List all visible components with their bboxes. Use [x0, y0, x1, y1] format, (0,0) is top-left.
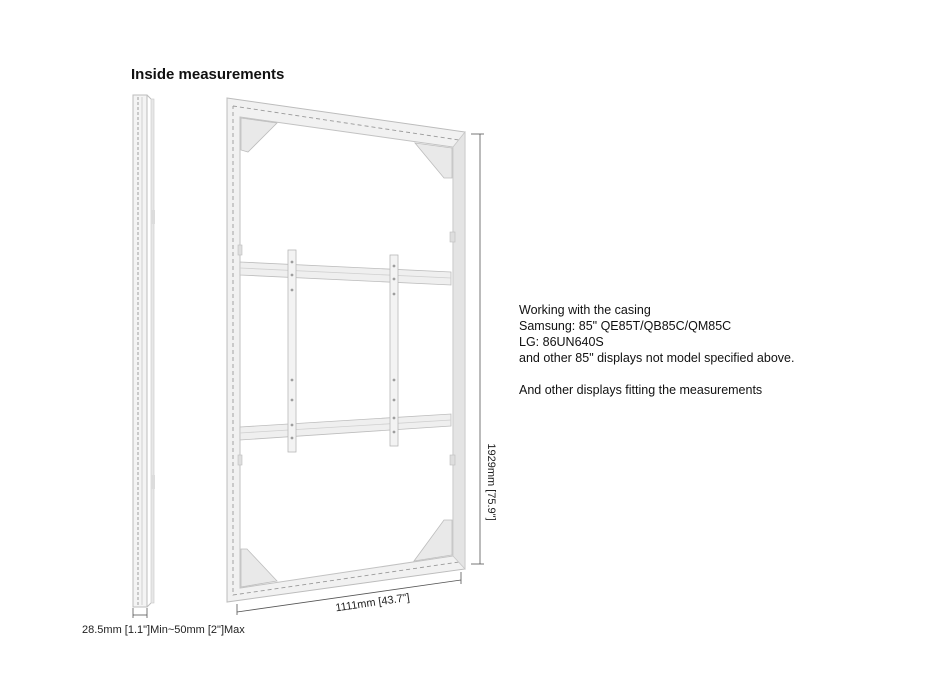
height-label: 1929mm [75.9"] — [485, 443, 497, 521]
depth-dimension — [133, 608, 147, 618]
compatibility-description — [519, 302, 794, 398]
width-label: 1111mm [43.7"] — [334, 591, 411, 615]
depth-label: 28.5mm [1.1"]Min~50mm [2"]Max — [82, 624, 245, 636]
display-frame — [227, 98, 465, 602]
desc-line-4: and other 85" displays not model specified above. — [519, 351, 795, 365]
desc-line-3: LG: 86UN640S — [519, 335, 604, 349]
desc-line-2: Samsung: 85" QE85T/QB85C/QM85C — [519, 319, 732, 333]
desc-line-5: And other displays fitting the measurements — [519, 383, 763, 397]
desc-line-1: Working with the casing — [519, 303, 651, 317]
side-profile-rail — [133, 95, 155, 607]
section-title: Inside measurements — [131, 66, 285, 83]
height-dimension — [471, 134, 484, 564]
